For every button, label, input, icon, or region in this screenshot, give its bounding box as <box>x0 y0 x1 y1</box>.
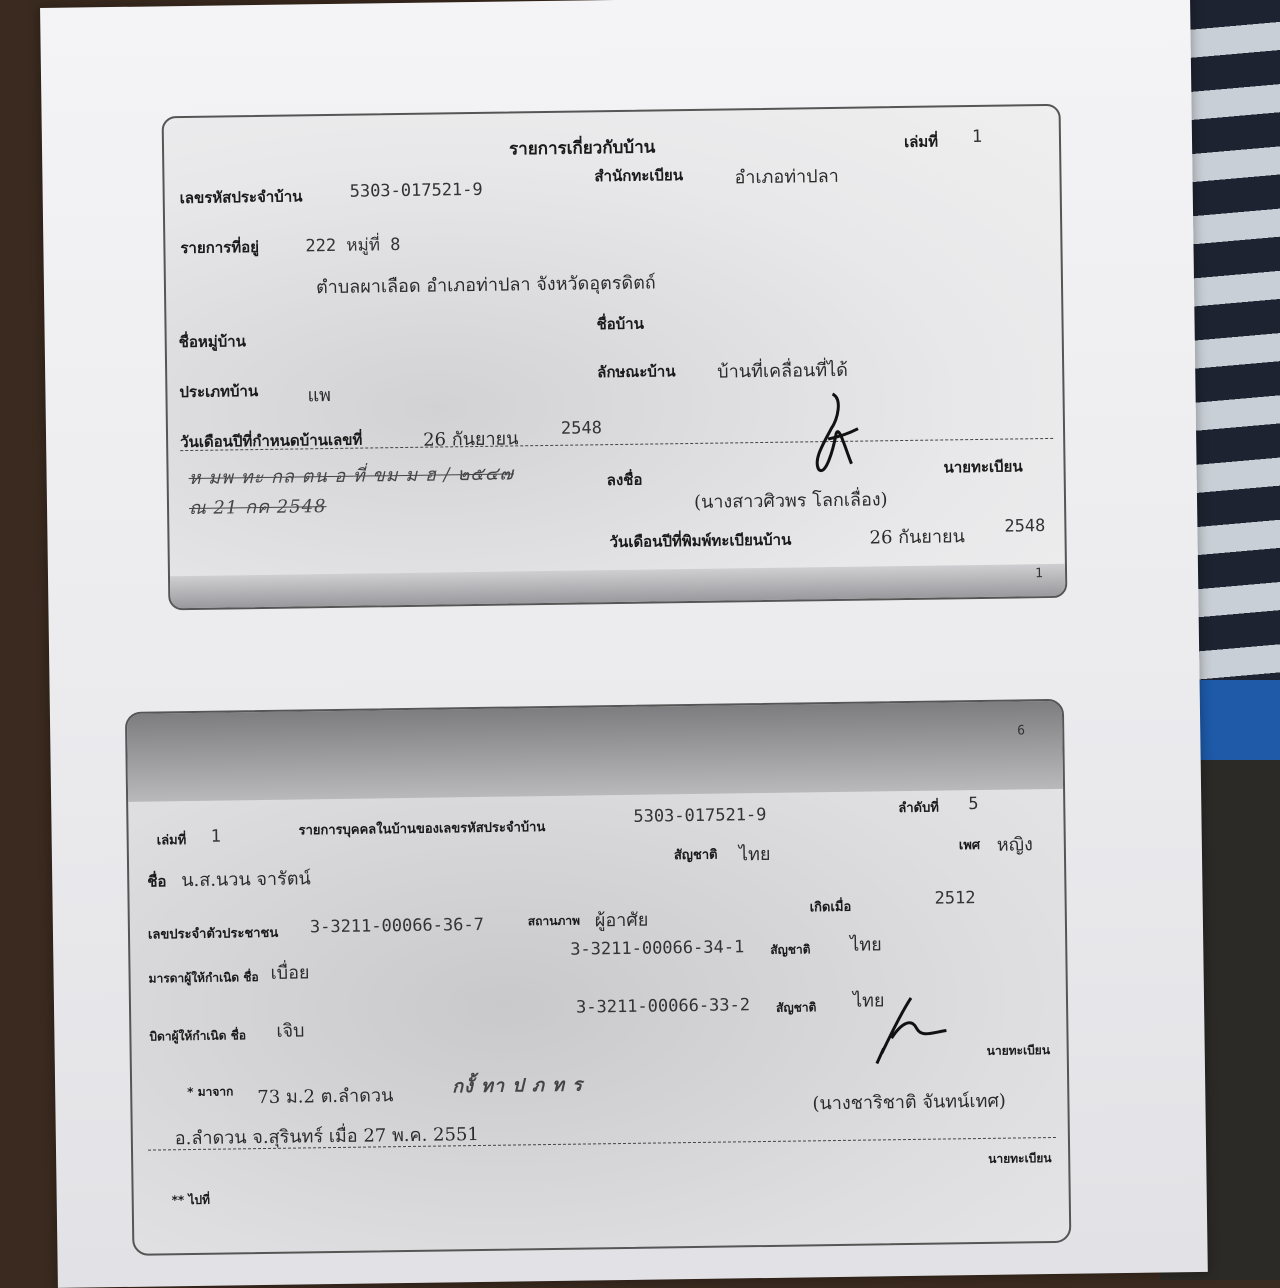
house-type-label: ประเภทบ้าน <box>179 382 259 402</box>
registry-office-label: สำนักทะเบียน <box>594 166 684 186</box>
person-list-label: รายการบุคคลในบ้านของเลขรหัสประจำบ้าน <box>298 820 546 839</box>
order-label: ลำดับที่ <box>898 800 939 817</box>
page-number: 6 <box>1017 723 1026 739</box>
photocopy-sheet <box>40 0 1208 1288</box>
volume-value: 1 <box>971 126 983 148</box>
name-label: ชื่อ <box>147 872 167 891</box>
born-value: 2512 <box>934 888 976 909</box>
page-number: 1 <box>1034 566 1043 582</box>
house-details-card <box>162 104 1068 611</box>
mother-nationality-value: ไทย <box>850 934 882 956</box>
registrar-label: นายทะเบียน <box>943 457 1023 477</box>
sex-value: หญิง <box>996 834 1033 856</box>
printed-date-value: 26 กันยายน <box>869 526 966 549</box>
name-value: น.ส.นวน จารัตน์ <box>181 868 311 892</box>
registrar-label-bottom: นายทะเบียน <box>988 1151 1052 1166</box>
assigned-year: 2548 <box>560 418 603 439</box>
registrar-name: (นางสาวศิวพร โลกเลื่อง) <box>693 489 888 513</box>
citizen-id-label: เลขประจำตัวประชาชน <box>147 925 279 943</box>
house-id-value: 5303-017521-9 <box>633 804 767 827</box>
house-type-value: แพ <box>307 385 332 407</box>
house-id-value: 5303-017521-9 <box>349 179 483 202</box>
card-title: รายการเกี่ยวกับบ้าน <box>508 137 656 160</box>
card-bottom-band <box>170 564 1065 608</box>
status-value: ผู้อาศัย <box>594 909 649 932</box>
mother-id: 3-3211-00066-34-1 <box>570 937 745 960</box>
address-line2: ตำบลผาเลือด อำเภอท่าปลา จังหวัดอุตรดิตถ์ <box>315 272 656 299</box>
volume-label: เล่มที่ <box>903 132 939 151</box>
struck-out-note-line2: ณ 21 กค 2548 <box>188 496 327 519</box>
sex-label: เพศ <box>958 837 981 854</box>
house-character-label: ลักษณะบ้าน <box>597 362 676 382</box>
printed-date-label: วันเดือนปีที่พิมพ์ทะเบียนบ้าน <box>609 530 792 552</box>
struck-out-note: กงั้ ทา ป ภ ท ร <box>452 1074 584 1098</box>
father-name: เจิบ <box>276 1020 305 1042</box>
address-line1: 222 หมู่ที่ 8 <box>305 235 401 257</box>
person-details-card <box>125 699 1072 1256</box>
printed-year: 2548 <box>1004 516 1046 537</box>
assigned-date-label: วันเดือนปีที่กำหนดบ้านเลขที่ <box>180 430 363 452</box>
moved-from-line2: อ.ลำดวน จ.สุรินทร์ เมื่อ 27 พ.ค. 2551 <box>174 1124 480 1150</box>
father-label: บิดาผู้ให้กำเนิด ชื่อ <box>149 1028 247 1044</box>
house-name-label: ชื่อบ้าน <box>596 314 645 334</box>
moved-to-label: ** ไปที่ <box>171 1192 211 1208</box>
struck-out-note-line1: ห มพ ทะ กล ตน อ ที่ ขม ม ฮ / ๒๕๔๗ <box>188 463 515 489</box>
volume-value: 1 <box>210 826 222 847</box>
house-character-value: บ้านที่เคลื่อนที่ได้ <box>717 359 848 383</box>
order-value: 5 <box>968 794 979 815</box>
status-label: สถานภาพ <box>527 913 581 929</box>
house-id-label: เลขรหัสประจำบ้าน <box>179 187 303 208</box>
citizen-id-value: 3-3211-00066-36-7 <box>309 914 485 938</box>
volume-label: เล่มที่ <box>156 833 187 849</box>
moved-from-line1: 73 ม.2 ต.ลำดวน <box>257 1085 394 1109</box>
registrar-signature-icon <box>802 389 863 480</box>
mother-label: มารดาผู้ให้กำเนิด ชื่อ <box>148 970 259 986</box>
father-nationality-label: สัญชาติ <box>775 1000 817 1015</box>
registrar-signature-icon <box>871 992 972 1073</box>
card-top-band <box>127 701 1063 802</box>
nationality-value: ไทย <box>738 843 771 866</box>
address-label: รายการที่อยู่ <box>180 237 260 258</box>
sign-label: ลงชื่อ <box>606 470 643 490</box>
father-nationality-value: ไทย <box>852 990 885 1012</box>
assigned-date-value: 26 กันยายน <box>422 428 519 451</box>
mother-nationality-label: สัญชาติ <box>770 942 811 957</box>
mother-name: เบื่อย <box>270 962 310 984</box>
registrar-label-top: นายทะเบียน <box>986 1043 1051 1058</box>
registrar-name: (นางชาริชาติ จันทน์เทศ) <box>812 1090 1007 1115</box>
registry-office-value: อำเภอท่าปลา <box>734 165 839 189</box>
father-id: 3-3211-00066-33-2 <box>575 995 751 1018</box>
village-name-label: ชื่อหมู่บ้าน <box>178 332 247 352</box>
nationality-label: สัญชาติ <box>673 847 718 864</box>
born-label: เกิดเมื่อ <box>809 899 852 916</box>
moved-from-label: * มาจาก <box>187 1084 234 1100</box>
